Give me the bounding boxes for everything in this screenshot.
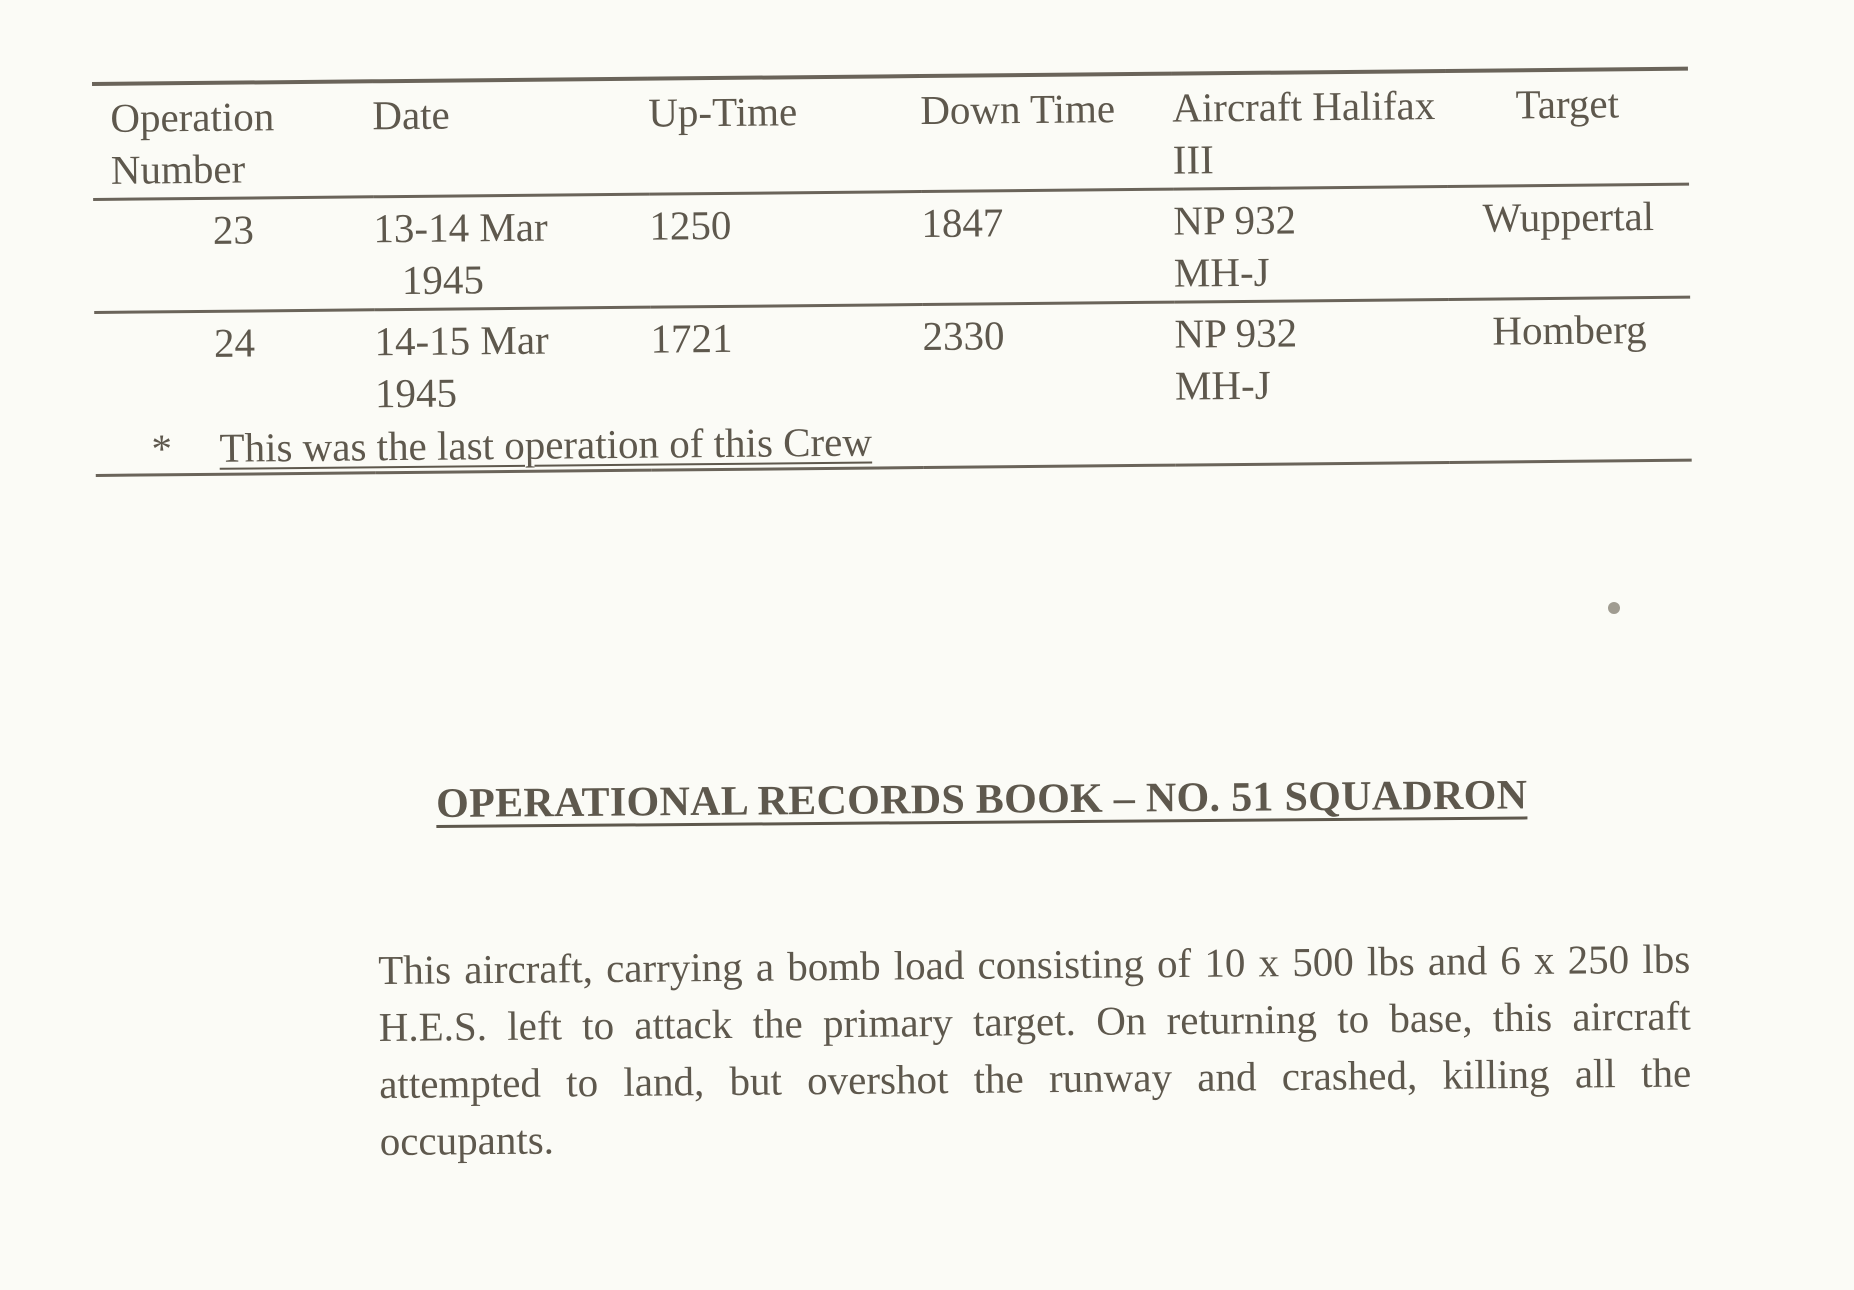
cell-aircraft-line2: MH-J (1173, 248, 1270, 296)
cell-up-time: 1721 (650, 314, 733, 362)
header-date: Date (372, 91, 450, 139)
section-heading: OPERATIONAL RECORDS BOOK – NO. 51 SQUADRON (436, 772, 1528, 827)
footnote-marker: * (151, 425, 173, 472)
operations-table-wrapper (92, 67, 1692, 477)
body-paragraph: This aircraft, carrying a bomb load consisting of 10 x 500 lbs and 6 x 250 lbs H.E.S. left to attack the primary target. On returning to base, this aircraft attempted to land, but overshot the runway and crashed, killing all the occupants. (378, 935, 1692, 1164)
table-row (94, 297, 1691, 424)
header-target: Target (1515, 80, 1620, 128)
cell-down-time: 1847 (921, 199, 1004, 247)
table-header-row (92, 69, 1689, 200)
footnote-text: This was the last operation of this Crew (219, 418, 873, 471)
cell-date (373, 194, 650, 310)
cell-aircraft (1174, 299, 1449, 413)
header-operation-number: Operation Number (110, 93, 275, 193)
cell-up-time: 1250 (649, 201, 732, 249)
header-up-time: Up-Time (648, 88, 798, 136)
cell-aircraft (1173, 186, 1448, 302)
header-aircraft: Aircraft Halifax III (1172, 82, 1436, 183)
operations-table (92, 67, 1692, 477)
cell-target: Homberg (1492, 306, 1647, 354)
cell-down-time: 2330 (922, 312, 1005, 360)
cell-date-line1: 13-14 Mar (373, 203, 548, 252)
cell-date-line1: 14-15 Mar (374, 316, 549, 365)
cell-date-line2: 1945 (401, 256, 485, 304)
cell-date-line2: 1945 (374, 369, 458, 417)
cell-aircraft-line2: MH-J (1174, 361, 1271, 409)
cell-operation-number: 23 (212, 206, 255, 253)
header-down-time: Down Time (920, 85, 1116, 134)
cell-aircraft-line1: NP 932 (1174, 309, 1298, 357)
paper-speck (1608, 602, 1620, 614)
cell-operation-number: 24 (213, 319, 256, 366)
cell-target: Wuppertal (1482, 193, 1655, 241)
cell-date (374, 307, 651, 421)
cell-aircraft-line1: NP 932 (1173, 196, 1297, 244)
table-row (93, 184, 1690, 312)
